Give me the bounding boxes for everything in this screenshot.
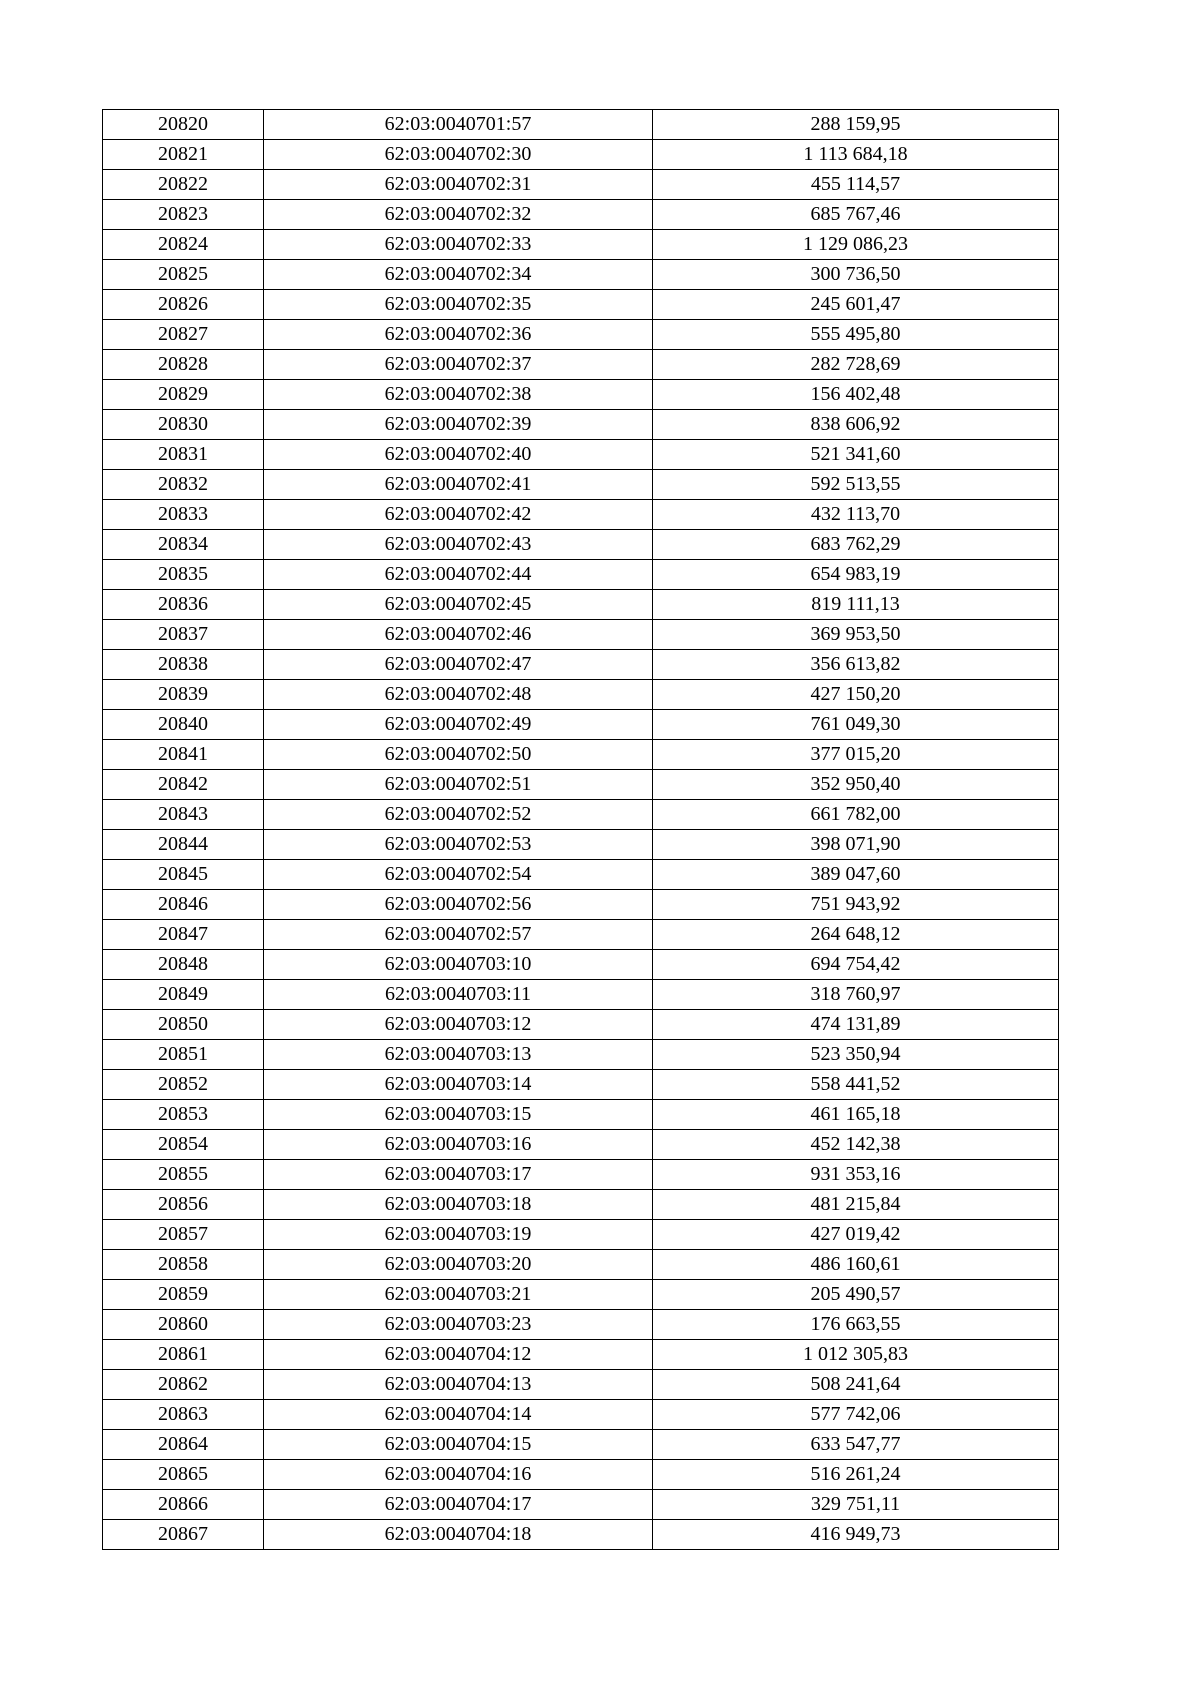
row-number-cell: 20845 [103,860,264,890]
cadastral-number-cell: 62:03:0040703:13 [264,1040,653,1070]
table-row [103,200,1059,230]
cadastral-number-cell: 62:03:0040702:35 [264,290,653,320]
table-row [103,1100,1059,1130]
table-row [103,260,1059,290]
cadastral-number-cell: 62:03:0040703:14 [264,1070,653,1100]
cadastral-value-cell: 1 113 684,18 [653,140,1059,170]
table-row [103,410,1059,440]
table-row [103,1070,1059,1100]
cadastral-value-cell: 751 943,92 [653,890,1059,920]
row-number-cell: 20827 [103,320,264,350]
cadastral-value-cell: 474 131,89 [653,1010,1059,1040]
table-row [103,1040,1059,1070]
row-number-cell: 20860 [103,1310,264,1340]
row-number-cell: 20838 [103,650,264,680]
cadastral-number-cell: 62:03:0040702:41 [264,470,653,500]
row-number-cell: 20864 [103,1430,264,1460]
table-row [103,770,1059,800]
cadastral-value-cell: 427 019,42 [653,1220,1059,1250]
cadastral-number-cell: 62:03:0040702:47 [264,650,653,680]
cadastral-value-cell: 633 547,77 [653,1430,1059,1460]
cadastral-value-cell: 761 049,30 [653,710,1059,740]
table-row [103,1160,1059,1190]
cadastral-value-cell: 264 648,12 [653,920,1059,950]
cadastral-value-cell: 318 760,97 [653,980,1059,1010]
cadastral-number-cell: 62:03:0040702:50 [264,740,653,770]
row-number-cell: 20842 [103,770,264,800]
row-number-cell: 20835 [103,560,264,590]
table-row [103,320,1059,350]
cadastral-value-cell: 461 165,18 [653,1100,1059,1130]
cadastral-value-cell: 558 441,52 [653,1070,1059,1100]
cadastral-number-cell: 62:03:0040704:17 [264,1490,653,1520]
cadastral-number-cell: 62:03:0040703:21 [264,1280,653,1310]
cadastral-number-cell: 62:03:0040703:19 [264,1220,653,1250]
cadastral-value-cell: 398 071,90 [653,830,1059,860]
cadastral-number-cell: 62:03:0040704:16 [264,1460,653,1490]
cadastral-value-cell: 432 113,70 [653,500,1059,530]
table-row [103,1010,1059,1040]
table-row [103,560,1059,590]
table-row [103,650,1059,680]
cadastral-value-cell: 685 767,46 [653,200,1059,230]
cadastral-value-cell: 427 150,20 [653,680,1059,710]
row-number-cell: 20849 [103,980,264,1010]
table-row [103,290,1059,320]
cadastral-value-table [102,109,1059,1550]
row-number-cell: 20820 [103,110,264,140]
cadastral-value-cell: 694 754,42 [653,950,1059,980]
row-number-cell: 20843 [103,800,264,830]
cadastral-number-cell: 62:03:0040702:40 [264,440,653,470]
cadastral-value-cell: 555 495,80 [653,320,1059,350]
row-number-cell: 20841 [103,740,264,770]
row-number-cell: 20848 [103,950,264,980]
row-number-cell: 20821 [103,140,264,170]
cadastral-number-cell: 62:03:0040702:34 [264,260,653,290]
row-number-cell: 20825 [103,260,264,290]
row-number-cell: 20856 [103,1190,264,1220]
table-row [103,380,1059,410]
cadastral-value-cell: 1 012 305,83 [653,1340,1059,1370]
table-row [103,1250,1059,1280]
row-number-cell: 20844 [103,830,264,860]
table-row [103,140,1059,170]
cadastral-number-cell: 62:03:0040704:15 [264,1430,653,1460]
cadastral-number-cell: 62:03:0040702:36 [264,320,653,350]
table-row [103,590,1059,620]
cadastral-value-cell: 356 613,82 [653,650,1059,680]
row-number-cell: 20858 [103,1250,264,1280]
row-number-cell: 20855 [103,1160,264,1190]
row-number-cell: 20854 [103,1130,264,1160]
table-row [103,500,1059,530]
row-number-cell: 20826 [103,290,264,320]
cadastral-number-cell: 62:03:0040703:10 [264,950,653,980]
row-number-cell: 20833 [103,500,264,530]
table-row [103,1370,1059,1400]
row-number-cell: 20851 [103,1040,264,1070]
cadastral-number-cell: 62:03:0040704:18 [264,1520,653,1550]
cadastral-value-cell: 156 402,48 [653,380,1059,410]
cadastral-number-cell: 62:03:0040703:20 [264,1250,653,1280]
row-number-cell: 20834 [103,530,264,560]
cadastral-value-cell: 416 949,73 [653,1520,1059,1550]
row-number-cell: 20840 [103,710,264,740]
table-row [103,620,1059,650]
table-row [103,1340,1059,1370]
table-row [103,440,1059,470]
row-number-cell: 20853 [103,1100,264,1130]
cadastral-number-cell: 62:03:0040703:17 [264,1160,653,1190]
cadastral-value-cell: 683 762,29 [653,530,1059,560]
cadastral-value-cell: 300 736,50 [653,260,1059,290]
cadastral-number-cell: 62:03:0040702:46 [264,620,653,650]
table-row [103,1220,1059,1250]
cadastral-number-cell: 62:03:0040703:23 [264,1310,653,1340]
cadastral-value-cell: 486 160,61 [653,1250,1059,1280]
row-number-cell: 20867 [103,1520,264,1550]
cadastral-number-cell: 62:03:0040704:12 [264,1340,653,1370]
cadastral-value-cell: 1 129 086,23 [653,230,1059,260]
cadastral-number-cell: 62:03:0040704:14 [264,1400,653,1430]
table-row [103,1400,1059,1430]
row-number-cell: 20823 [103,200,264,230]
cadastral-number-cell: 62:03:0040703:16 [264,1130,653,1160]
cadastral-value-cell: 176 663,55 [653,1310,1059,1340]
cadastral-value-cell: 455 114,57 [653,170,1059,200]
row-number-cell: 20847 [103,920,264,950]
table-row [103,1190,1059,1220]
table-row [103,110,1059,140]
table-row [103,890,1059,920]
row-number-cell: 20824 [103,230,264,260]
cadastral-number-cell: 62:03:0040703:11 [264,980,653,1010]
row-number-cell: 20857 [103,1220,264,1250]
cadastral-number-cell: 62:03:0040702:32 [264,200,653,230]
row-number-cell: 20861 [103,1340,264,1370]
row-number-cell: 20862 [103,1370,264,1400]
cadastral-number-cell: 62:03:0040702:30 [264,140,653,170]
cadastral-value-cell: 389 047,60 [653,860,1059,890]
row-number-cell: 20829 [103,380,264,410]
cadastral-value-cell: 352 950,40 [653,770,1059,800]
cadastral-value-cell: 377 015,20 [653,740,1059,770]
table-row [103,710,1059,740]
row-number-cell: 20836 [103,590,264,620]
row-number-cell: 20822 [103,170,264,200]
cadastral-value-cell: 245 601,47 [653,290,1059,320]
row-number-cell: 20831 [103,440,264,470]
cadastral-value-cell: 819 111,13 [653,590,1059,620]
table-row [103,830,1059,860]
cadastral-number-cell: 62:03:0040703:12 [264,1010,653,1040]
cadastral-value-cell: 577 742,06 [653,1400,1059,1430]
cadastral-number-cell: 62:03:0040702:53 [264,830,653,860]
table-row [103,1130,1059,1160]
cadastral-number-cell: 62:03:0040702:54 [264,860,653,890]
cadastral-number-cell: 62:03:0040702:52 [264,800,653,830]
table-row [103,170,1059,200]
cadastral-value-cell: 205 490,57 [653,1280,1059,1310]
cadastral-value-cell: 654 983,19 [653,560,1059,590]
table-row [103,530,1059,560]
cadastral-value-cell: 523 350,94 [653,1040,1059,1070]
cadastral-value-cell: 288 159,95 [653,110,1059,140]
cadastral-number-cell: 62:03:0040702:33 [264,230,653,260]
table-row [103,230,1059,260]
cadastral-value-cell: 508 241,64 [653,1370,1059,1400]
cadastral-number-cell: 62:03:0040702:44 [264,560,653,590]
cadastral-number-cell: 62:03:0040702:38 [264,380,653,410]
table-row [103,1310,1059,1340]
cadastral-number-cell: 62:03:0040702:49 [264,710,653,740]
cadastral-number-cell: 62:03:0040702:45 [264,590,653,620]
cadastral-number-cell: 62:03:0040702:51 [264,770,653,800]
cadastral-number-cell: 62:03:0040703:15 [264,1100,653,1130]
cadastral-number-cell: 62:03:0040702:39 [264,410,653,440]
row-number-cell: 20846 [103,890,264,920]
table-body [103,110,1059,1550]
cadastral-value-cell: 521 341,60 [653,440,1059,470]
row-number-cell: 20837 [103,620,264,650]
cadastral-value-cell: 838 606,92 [653,410,1059,440]
cadastral-number-cell: 62:03:0040702:56 [264,890,653,920]
cadastral-value-cell: 592 513,55 [653,470,1059,500]
cadastral-number-cell: 62:03:0040701:57 [264,110,653,140]
cadastral-number-cell: 62:03:0040702:31 [264,170,653,200]
row-number-cell: 20828 [103,350,264,380]
cadastral-number-cell: 62:03:0040702:42 [264,500,653,530]
cadastral-value-cell: 282 728,69 [653,350,1059,380]
row-number-cell: 20863 [103,1400,264,1430]
cadastral-value-cell: 516 261,24 [653,1460,1059,1490]
cadastral-value-cell: 452 142,38 [653,1130,1059,1160]
row-number-cell: 20839 [103,680,264,710]
row-number-cell: 20850 [103,1010,264,1040]
row-number-cell: 20832 [103,470,264,500]
table-row [103,1460,1059,1490]
table-row [103,920,1059,950]
cadastral-number-cell: 62:03:0040702:48 [264,680,653,710]
table-row [103,680,1059,710]
cadastral-value-cell: 369 953,50 [653,620,1059,650]
table-row [103,950,1059,980]
table-row [103,1280,1059,1310]
table-row [103,980,1059,1010]
row-number-cell: 20830 [103,410,264,440]
cadastral-number-cell: 62:03:0040704:13 [264,1370,653,1400]
cadastral-value-cell: 661 782,00 [653,800,1059,830]
table-row [103,1490,1059,1520]
cadastral-number-cell: 62:03:0040703:18 [264,1190,653,1220]
table-row [103,1520,1059,1550]
row-number-cell: 20865 [103,1460,264,1490]
table-row [103,470,1059,500]
cadastral-number-cell: 62:03:0040702:57 [264,920,653,950]
table-row [103,350,1059,380]
row-number-cell: 20852 [103,1070,264,1100]
table-row [103,740,1059,770]
row-number-cell: 20866 [103,1490,264,1520]
cadastral-value-cell: 931 353,16 [653,1160,1059,1190]
cadastral-number-cell: 62:03:0040702:43 [264,530,653,560]
cadastral-number-cell: 62:03:0040702:37 [264,350,653,380]
table-row [103,1430,1059,1460]
cadastral-value-cell: 481 215,84 [653,1190,1059,1220]
table-row [103,860,1059,890]
row-number-cell: 20859 [103,1280,264,1310]
table-row [103,800,1059,830]
cadastral-value-cell: 329 751,11 [653,1490,1059,1520]
